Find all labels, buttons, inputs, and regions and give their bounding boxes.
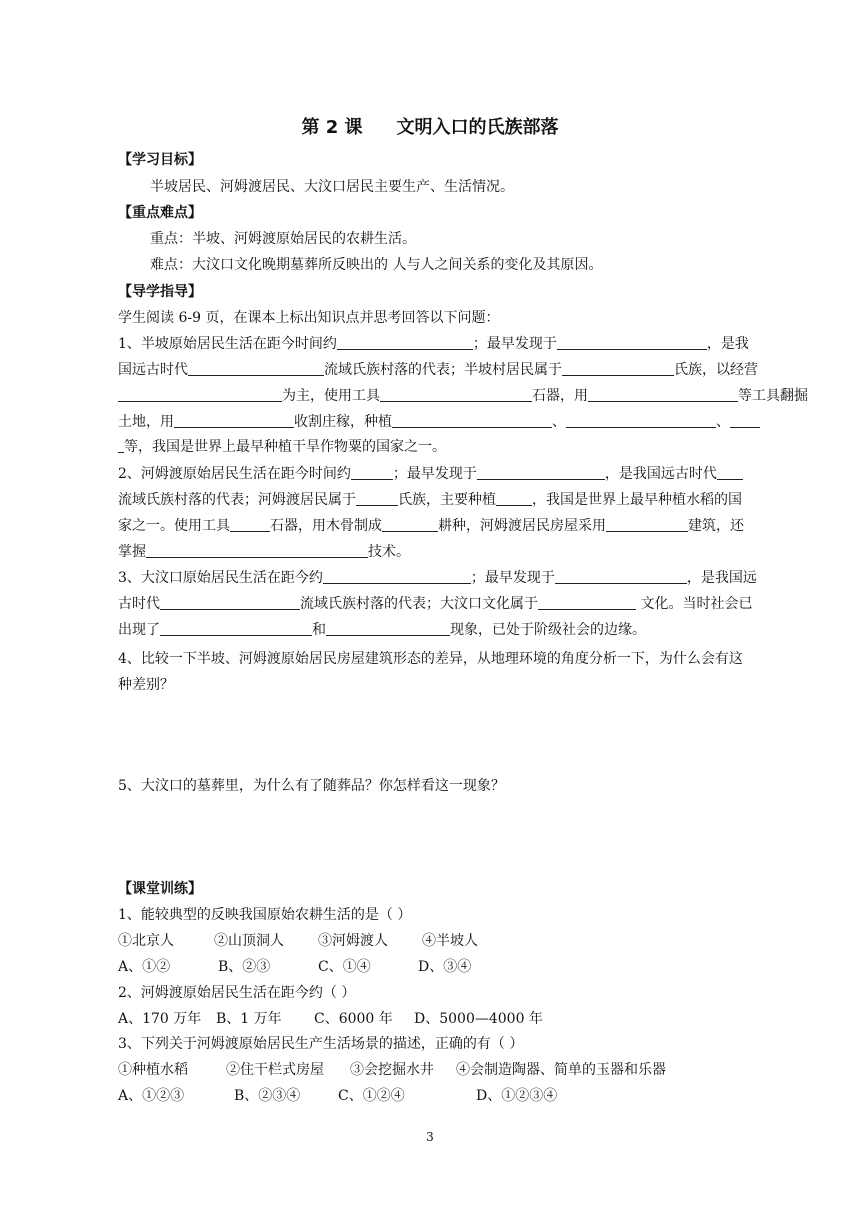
option-a[interactable]: A、①②③ [118,1088,185,1104]
practice-2-stem: 2、河姆渡原始居民生活在距今约（ ） [118,985,356,1001]
section-guide: 【导学指导】 [118,284,202,300]
list-item: ②住干栏式房屋 [226,1062,324,1078]
page-number: 3 [426,1130,434,1144]
option-b[interactable]: B、②③ [218,959,271,975]
practice-3-options [118,1086,557,1106]
blank[interactable] [730,412,760,428]
option-d[interactable]: D、5000—4000 年 [414,1011,543,1027]
text: 2、河姆渡原始居民生活在距今时间约 [118,466,351,482]
option-c[interactable]: C、①④ [318,959,371,975]
q1-line4 [118,412,760,432]
text: 建筑，还 [688,518,744,534]
list-item: ③河姆渡人 [318,933,388,949]
practice-1-items [118,931,478,951]
key-difficult: 难点：大汶口文化晚期墓葬所反映出的 人与人之间关系的变化及其原因。 [150,257,603,273]
text: 和 [312,622,326,638]
text: 出现了 [118,622,160,638]
blank[interactable] [496,490,532,506]
text: 文化。当时社会已 [636,596,753,612]
option-c[interactable]: C、①②④ [338,1088,405,1104]
text: ，我国是世界上最早种植水稻的国 [532,492,742,508]
q3-line1 [118,568,757,588]
q1-line5 [118,437,446,457]
text: 1、半坡原始居民生活在距今时间约 [118,336,337,352]
blank[interactable] [557,334,707,350]
practice-2-options [118,1009,543,1029]
option-d[interactable]: D、③④ [418,959,472,975]
text: ，是我国远 [686,570,757,586]
text: 氏族，以经营 [674,362,758,378]
text: 古时代 [118,596,160,612]
practice-1-stem: 1、能较典型的反映我国原始农耕生活的是（ ） [118,907,412,923]
text: ；最早发现于 [392,466,477,482]
list-item: ①种植水稻 [118,1062,188,1078]
blank[interactable] [337,334,473,350]
text: 现象，已处于阶级社会的边缘。 [450,622,646,638]
list-item: ③会挖掘水井 [350,1062,434,1078]
q1-line3 [118,386,808,406]
blank[interactable] [188,360,324,376]
blank[interactable] [174,412,294,428]
blank[interactable] [351,464,393,480]
list-item: ②山顶洞人 [214,933,284,949]
text: ，是我国远古时代 [604,466,717,482]
text: 、 [552,414,566,430]
q1-line1 [118,334,749,354]
blank[interactable] [555,568,687,584]
blank[interactable] [380,386,532,402]
blank[interactable] [230,516,270,532]
text: 耕种，河姆渡居民房屋采用 [438,518,606,534]
text: 家之一。使用工具 [118,518,230,534]
blank[interactable] [356,490,398,506]
q4-line2: 种差别？ [118,677,174,693]
practice-3-items [118,1060,666,1080]
q2-line2 [118,490,742,510]
text: 技术。 [368,544,410,560]
text: 土地，用 [118,414,174,430]
text: 氏族，主要种植 [398,492,496,508]
q2-line4 [118,542,410,562]
section-key: 【重点难点】 [118,205,202,221]
text: 流域氏族村落的代表；半坡村居民属于 [324,362,562,378]
section-practice: 【课堂训练】 [118,881,202,897]
blank[interactable] [160,594,300,610]
text: 等，我国是世界上最早种植干旱作物粟的国家之一。 [124,439,446,455]
option-b[interactable]: B、②③④ [234,1088,301,1104]
blank[interactable] [146,542,368,558]
practice-3-stem: 3、下列关于河姆渡原始居民生产生活场景的描述，正确的有（ ） [118,1036,524,1052]
lesson-name: 文明入口的氏族部落 [396,117,559,138]
key-focus: 重点：半坡、河姆渡原始居民的农耕生活。 [150,231,416,247]
text: 为主，使用工具 [282,388,380,404]
blank[interactable] [606,516,688,532]
lesson-title [0,116,860,140]
blank[interactable] [477,464,605,480]
text: 流域氏族村落的代表；大汶口文化属于 [300,596,538,612]
text: ；最早发现于 [470,570,555,586]
blank[interactable] [326,620,450,636]
text: ，是我 [706,336,749,352]
q5-line: 5、大汶口的墓葬里，为什么有了随葬品？你怎样看这一现象？ [118,778,505,794]
list-item: ④半坡人 [422,933,478,949]
blank[interactable] [160,620,312,636]
blank[interactable] [588,386,738,402]
text: 流域氏族村落的代表；河姆渡居民属于 [118,492,356,508]
option-a[interactable]: A、170 万年 [118,1011,202,1027]
list-item: ①北京人 [118,933,174,949]
blank[interactable] [118,386,282,402]
option-a[interactable]: A、①② [118,959,171,975]
practice-1-options [118,957,471,977]
blank[interactable] [717,464,743,480]
q2-line3 [118,516,744,536]
guide-intro: 学生阅读 6-9 页，在课本上标出知识点并思考回答以下问题： [118,310,500,326]
text: ；最早发现于 [472,336,557,352]
blank[interactable] [323,568,471,584]
text: 、 [716,414,730,430]
option-b[interactable]: B、1 万年 [216,1011,282,1027]
text: 国远古时代 [118,362,188,378]
q2-line1 [118,464,743,484]
text: 石器，用木骨制成 [270,518,382,534]
blank[interactable] [392,412,552,428]
q3-line3 [118,620,646,640]
q4-line1: 4、比较一下半坡、河姆渡原始居民房屋建筑形态的差异，从地理环境的角度分析一下，为什么会有这 [118,651,743,667]
blank[interactable] [382,516,438,532]
blank[interactable] [566,412,716,428]
option-d[interactable]: D、①②③④ [476,1088,558,1104]
list-item: ④会制造陶器、简单的玉器和乐器 [456,1062,666,1078]
section-goals: 【学习目标】 [118,152,202,168]
goals-text: 半坡居民、河姆渡居民、大汶口居民主要生产、生活情况。 [150,179,514,195]
text: 等工具翻掘 [738,388,808,404]
option-c[interactable]: C、6000 年 [314,1011,393,1027]
q1-line2 [118,360,758,380]
text: 掌握 [118,544,146,560]
q3-line2 [118,594,752,614]
blank[interactable] [538,594,636,610]
text: 收割庄稼，种植 [294,414,392,430]
text: 石器，用 [532,388,588,404]
lesson-number: 第 2 课 [301,117,363,138]
text: 3、大汶口原始居民生活在距今约 [118,570,323,586]
blank[interactable] [562,360,674,376]
